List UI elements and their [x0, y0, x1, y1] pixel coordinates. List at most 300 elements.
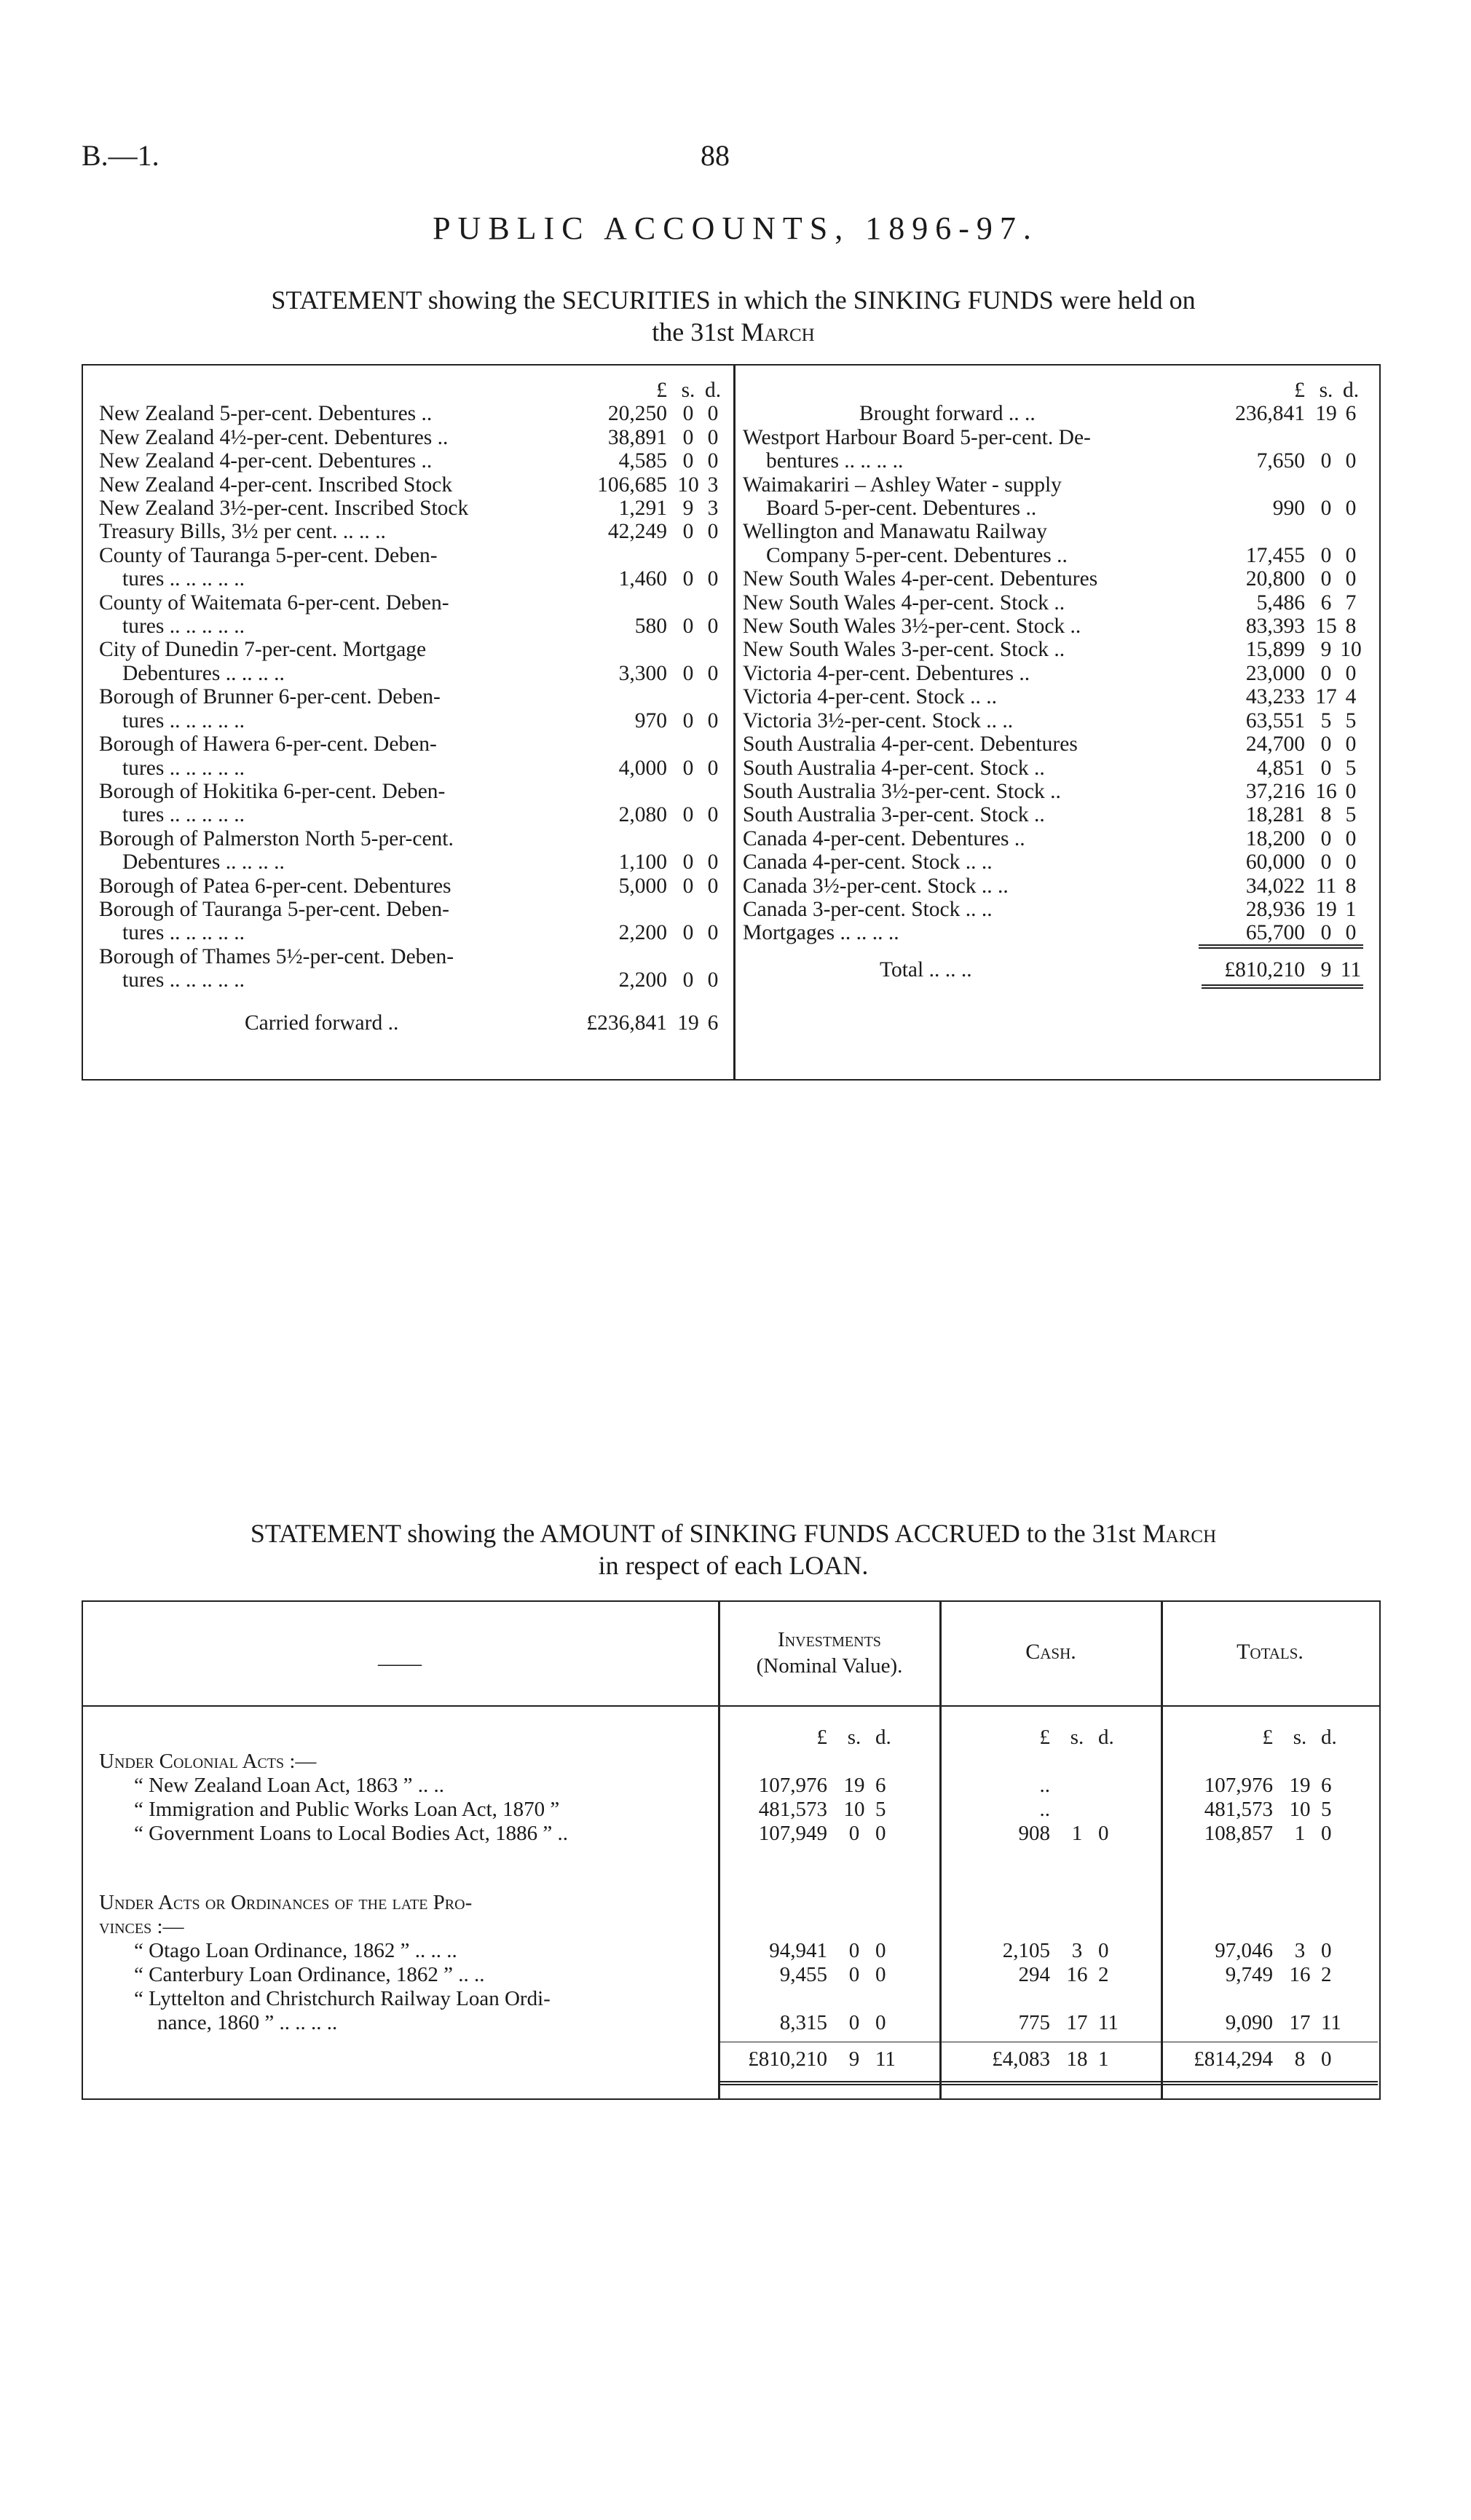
- security-row: [743, 638, 1363, 661]
- security-label: tures .. .. .. .. ..: [122, 921, 245, 945]
- security-pence: 4: [1345, 685, 1357, 709]
- units-row: [99, 1726, 1378, 1750]
- loan-cash-shillings: 16: [1066, 1963, 1088, 1986]
- security-pence: 10: [1340, 638, 1362, 662]
- security-pounds: [575, 898, 676, 921]
- loan-row: [99, 1822, 1378, 1846]
- loan-inv-shillings: 19: [843, 1774, 865, 1797]
- loan-tot-pounds: 108,857: [1204, 1822, 1273, 1845]
- security-row: [99, 544, 725, 567]
- security-label: Company 5-per-cent. Debentures ..: [766, 543, 1068, 567]
- security-label: New Zealand 5-per-cent. Debentures ..: [99, 402, 433, 426]
- security-label: New South Wales 3½-per-cent. Stock ..: [743, 615, 1081, 639]
- security-label: Borough of Tauranga 5-per-cent. Deben-: [99, 897, 449, 921]
- loan-label: “ Otago Loan Ordinance, 1862 ” .. .. ..: [134, 1939, 457, 1962]
- loan-inv-shillings: 0: [848, 1822, 860, 1845]
- security-pence: [701, 827, 725, 850]
- security-pence: 0: [1345, 826, 1357, 850]
- statement1-heading-line1: STATEMENT showing the SECURITIES in which the SINKING FUNDS were held on: [271, 285, 1196, 315]
- security-pence: 0: [1345, 850, 1357, 874]
- loan-cash-pounds: 2,105: [1002, 1939, 1050, 1962]
- security-shillings: 0: [682, 708, 694, 732]
- loan-inv-pounds: 94,941: [769, 1939, 827, 1962]
- security-pounds: 4,000: [618, 756, 667, 780]
- security-label: Victoria 4-per-cent. Stock .. ..: [743, 685, 998, 709]
- total-cash-pounds: £4,083: [992, 2047, 1050, 2071]
- header-rule: [82, 1705, 1381, 1707]
- security-pence: 0: [1345, 543, 1357, 567]
- shillings-head: s.: [681, 379, 695, 402]
- loan-label: “ Immigration and Public Works Loan Act, 1870 ”: [134, 1798, 560, 1821]
- security-shillings: [676, 732, 701, 756]
- loan-label: “ Government Loans to Local Bodies Act, 1886 ” ..: [134, 1822, 568, 1845]
- security-pence: [1338, 426, 1363, 449]
- total-investments-pounds: £810,210: [748, 2047, 827, 2071]
- security-label: Borough of Thames 5½-per-cent. Deben-: [99, 944, 454, 968]
- loan-label: “ New Zealand Loan Act, 1863 ” .. ..: [134, 1774, 444, 1797]
- security-shillings: 0: [1320, 850, 1332, 874]
- security-pence: [1338, 520, 1363, 543]
- security-pence: 0: [707, 874, 719, 898]
- security-pounds: 20,250: [607, 402, 667, 426]
- total-investments-shillings: 9: [848, 2047, 860, 2071]
- accrued-totals: [99, 2047, 1378, 2071]
- security-shillings: [676, 945, 701, 968]
- units-row: [743, 379, 1363, 402]
- security-row: [99, 449, 725, 473]
- security-row: [743, 732, 1363, 756]
- security-row: [743, 898, 1363, 921]
- security-pence: 0: [707, 803, 719, 827]
- security-pence: 0: [1345, 921, 1357, 945]
- security-pence: 5: [1345, 708, 1357, 732]
- security-pounds: 5,000: [618, 874, 667, 898]
- loan-row: [99, 1963, 1378, 1987]
- loan-tot-pounds: 107,976: [1204, 1774, 1273, 1797]
- column-divider: [733, 364, 736, 1081]
- security-pence: 5: [1345, 803, 1357, 827]
- security-shillings: [676, 780, 701, 803]
- loan-label: nance, 1860 ” .. .. .. ..: [157, 2011, 338, 2034]
- tot-pence-head: d.: [1321, 1726, 1337, 1749]
- loan-label: “ Lyttelton and Christchurch Railway Loan Ordi-: [134, 1987, 551, 2010]
- security-shillings: 11: [1315, 874, 1337, 898]
- security-pounds: [1210, 473, 1314, 497]
- total-shillings: 9: [1320, 957, 1332, 981]
- totals-head: Totals.: [1237, 1640, 1304, 1664]
- security-shillings: 0: [1320, 543, 1332, 567]
- security-row: [99, 945, 725, 968]
- security-label: New South Wales 4-per-cent. Stock ..: [743, 590, 1065, 615]
- security-pounds: 20,800: [1245, 567, 1305, 591]
- total-label: Total .. .. ..: [880, 957, 972, 981]
- loan-inv-shillings: 0: [848, 1939, 860, 1962]
- loan-cash-pounds: 294: [1018, 1963, 1050, 1986]
- loan-tot-shillings: 1: [1294, 1822, 1306, 1845]
- inv-pounds-head: £: [816, 1726, 827, 1749]
- loan-row-continued: [99, 1987, 1378, 2011]
- security-pounds: 65,700: [1245, 921, 1305, 945]
- security-pounds: 2,200: [618, 921, 667, 945]
- security-pence: 1: [1345, 897, 1357, 921]
- security-shillings: 8: [1320, 803, 1332, 827]
- security-pounds: 990: [1272, 497, 1305, 521]
- security-row: [99, 898, 725, 921]
- security-pounds: 7,650: [1256, 449, 1305, 473]
- security-pounds: 3,300: [618, 661, 667, 685]
- security-shillings: 9: [682, 497, 694, 521]
- security-pounds: 5,486: [1256, 590, 1305, 615]
- loan-tot-pounds: 481,573: [1204, 1798, 1273, 1821]
- security-row: [99, 685, 725, 708]
- security-pounds: 106,685: [597, 473, 667, 497]
- securities-right-table: [743, 379, 1363, 945]
- security-label: South Australia 4-per-cent. Debentures: [743, 732, 1078, 757]
- carried-forward-shillings: 19: [677, 1011, 699, 1035]
- security-pence: 0: [707, 968, 719, 992]
- security-row: [99, 615, 725, 638]
- cash-pence-head: d.: [1098, 1726, 1114, 1749]
- security-pence: 0: [707, 661, 719, 685]
- security-row: [99, 473, 725, 497]
- spacer-cell: [99, 1846, 1378, 1891]
- loan-tot-pounds: 9,749: [1225, 1963, 1273, 1986]
- security-pence: [701, 780, 725, 803]
- security-pence: [701, 544, 725, 567]
- security-pounds: [575, 591, 676, 615]
- security-label: Borough of Palmerston North 5-per-cent.: [99, 826, 454, 850]
- pounds-head: £: [656, 379, 667, 402]
- loan-inv-pounds: 8,315: [779, 2011, 827, 2034]
- security-row: [743, 709, 1363, 732]
- loan-cash-shillings: [1059, 1774, 1095, 1798]
- security-shillings: 0: [682, 425, 694, 449]
- security-label: City of Dunedin 7-per-cent. Mortgage: [99, 638, 427, 662]
- security-shillings: 0: [682, 567, 694, 591]
- inv-pence-head: d.: [875, 1726, 891, 1749]
- security-label: Debentures .. .. .. ..: [122, 850, 285, 874]
- security-pounds: 236,841: [1235, 402, 1305, 426]
- security-row: [743, 757, 1363, 780]
- security-label: New South Wales 3-per-cent. Stock ..: [743, 638, 1065, 662]
- security-pence: 0: [1345, 449, 1357, 473]
- security-label: bentures .. .. .. ..: [766, 449, 904, 473]
- tot-shillings-head: s.: [1293, 1726, 1307, 1749]
- loan-tot-pence: 11: [1321, 2011, 1341, 2034]
- loan-inv-pence: 6: [875, 1774, 886, 1797]
- security-shillings: 19: [1315, 402, 1337, 426]
- security-label: Victoria 4-per-cent. Debentures ..: [743, 661, 1030, 685]
- statement2-heading: [82, 1517, 1385, 1581]
- loan-cash-pounds: 775: [1018, 2011, 1050, 2034]
- security-label: Mortgages .. .. .. ..: [743, 921, 899, 945]
- loan-cash-shillings: 17: [1066, 2011, 1088, 2034]
- spacer-row: [99, 1846, 1378, 1891]
- security-pence: 6: [1345, 402, 1357, 426]
- loan-row: [99, 1774, 1378, 1798]
- security-shillings: 0: [682, 921, 694, 945]
- security-pence: [701, 898, 725, 921]
- statement1-heading: [82, 284, 1385, 348]
- loan-inv-shillings: 0: [848, 1963, 860, 1986]
- security-label: South Australia 4-per-cent. Stock ..: [743, 756, 1045, 780]
- loan-tot-shillings: 17: [1289, 2011, 1311, 2034]
- security-shillings: 0: [682, 968, 694, 992]
- units-row: [99, 379, 725, 402]
- loan-cash-pence: 0: [1098, 1939, 1109, 1962]
- loan-cash-pounds: 908: [1018, 1822, 1050, 1845]
- security-pounds: 23,000: [1245, 661, 1305, 685]
- loan-cash-pence: [1095, 1798, 1155, 1822]
- security-label: Canada 4-per-cent. Stock .. ..: [743, 850, 993, 874]
- group-colonial-acts-text: Under Colonial Acts :—: [99, 1750, 317, 1773]
- security-shillings: 0: [682, 803, 694, 827]
- security-shillings: 0: [1320, 567, 1332, 591]
- security-pence: 0: [707, 615, 719, 639]
- securities-left-table: [99, 379, 725, 992]
- security-label: Wellington and Manawatu Railway: [743, 520, 1047, 544]
- security-row: [99, 520, 725, 543]
- grand-total-pence: 0: [1321, 2047, 1332, 2071]
- carried-forward-pounds: £236,841: [586, 1011, 667, 1035]
- security-shillings: 5: [1320, 708, 1332, 732]
- security-shillings: 0: [1320, 826, 1332, 850]
- security-pence: 8: [1345, 615, 1357, 639]
- security-shillings: [676, 685, 701, 708]
- security-pounds: [575, 945, 676, 968]
- security-label: New South Wales 4-per-cent. Debentures: [743, 567, 1098, 591]
- security-label: New Zealand 4½-per-cent. Debentures ..: [99, 425, 449, 449]
- loan-tot-shillings: 16: [1289, 1963, 1311, 1986]
- security-row: [743, 685, 1363, 708]
- loan-cash-shillings: [1059, 1798, 1095, 1822]
- security-row: [743, 544, 1363, 567]
- loan-tot-pence: 5: [1321, 1798, 1332, 1821]
- group-colonial-acts: [99, 1750, 1378, 1774]
- security-row: [99, 567, 725, 590]
- security-label: Treasury Bills, 3½ per cent. .. .. ..: [99, 520, 386, 544]
- loan-cash-pence: 0: [1098, 1822, 1109, 1845]
- carried-forward-row: [99, 1011, 725, 1035]
- security-pence: 7: [1345, 590, 1357, 615]
- security-row: [743, 449, 1363, 473]
- loan-tot-pounds: 9,090: [1225, 2011, 1273, 2034]
- description-head: ——: [378, 1651, 422, 1675]
- loan-tot-shillings: 3: [1294, 1939, 1306, 1962]
- security-row: [99, 827, 725, 850]
- security-shillings: 0: [1320, 661, 1332, 685]
- security-pounds: 1,100: [618, 850, 667, 874]
- security-pounds: 2,080: [618, 803, 667, 827]
- loan-inv-pence: 0: [875, 2011, 886, 2034]
- security-shillings: 19: [1315, 897, 1337, 921]
- security-label: tures .. .. .. .. ..: [122, 803, 245, 827]
- group-provincial-acts-cont: [99, 1915, 1378, 1939]
- security-shillings: [1314, 473, 1338, 497]
- security-row: [743, 921, 1363, 944]
- security-row: [743, 827, 1363, 850]
- totals-rule-bottom: [718, 2081, 1378, 2085]
- security-shillings: [1314, 426, 1338, 449]
- total-pence: 11: [1340, 957, 1362, 981]
- total-pounds: £810,210: [1224, 957, 1305, 981]
- loan-inv-pounds: 9,455: [779, 1963, 827, 1986]
- security-shillings: 10: [677, 473, 699, 497]
- security-pounds: [575, 780, 676, 803]
- security-pence: 0: [1345, 732, 1357, 757]
- loan-inv-pence: 0: [875, 1822, 886, 1845]
- cash-shillings-head: s.: [1070, 1726, 1084, 1749]
- loan-cash-shillings: 3: [1071, 1939, 1083, 1962]
- security-pence: 0: [707, 402, 719, 426]
- security-pence: 3: [707, 473, 719, 497]
- security-row: [99, 874, 725, 898]
- shillings-head: s.: [1319, 379, 1333, 402]
- security-label: Debentures .. .. .. ..: [122, 661, 285, 685]
- security-label: County of Tauranga 5-per-cent. Deben-: [99, 543, 438, 567]
- total-cash-shillings: 18: [1066, 2047, 1088, 2071]
- security-row: [743, 591, 1363, 615]
- security-shillings: [676, 898, 701, 921]
- security-row: [743, 520, 1363, 543]
- security-row: [743, 780, 1363, 803]
- security-pounds: [575, 544, 676, 567]
- securities-total-row: [743, 958, 1363, 981]
- security-shillings: 17: [1315, 685, 1337, 709]
- security-row: [99, 921, 725, 944]
- security-shillings: 0: [1320, 497, 1332, 521]
- investments-head-line1: Investments: [778, 1628, 881, 1651]
- loan-inv-pence: 0: [875, 1963, 886, 1986]
- security-pence: 0: [1345, 661, 1357, 685]
- security-shillings: [676, 591, 701, 615]
- security-pounds: 580: [634, 615, 667, 639]
- security-pounds: 28,936: [1245, 897, 1305, 921]
- security-label: New Zealand 4-per-cent. Inscribed Stock: [99, 473, 453, 497]
- security-shillings: 0: [682, 874, 694, 898]
- security-shillings: 6: [1320, 590, 1332, 615]
- security-label: tures .. .. .. .. ..: [122, 567, 245, 591]
- security-pounds: 15,899: [1245, 638, 1305, 662]
- security-shillings: 0: [682, 615, 694, 639]
- security-pounds: 63,551: [1245, 708, 1305, 732]
- security-pounds: 4,851: [1256, 756, 1305, 780]
- security-pence: 0: [707, 708, 719, 732]
- loan-cash-pence: 2: [1098, 1963, 1109, 1986]
- security-pence: [701, 685, 725, 708]
- security-row: [743, 567, 1363, 590]
- security-pence: [701, 732, 725, 756]
- security-label: Borough of Brunner 6-per-cent. Deben-: [99, 685, 441, 709]
- page-number: 88: [701, 139, 730, 172]
- loan-row: [99, 1939, 1378, 1963]
- investments-head-line2: (Nominal Value).: [756, 1654, 903, 1678]
- security-shillings: 0: [1320, 756, 1332, 780]
- loan-tot-shillings: 10: [1289, 1798, 1311, 1821]
- pence-head: d.: [1342, 379, 1360, 402]
- security-row: [99, 757, 725, 780]
- security-pounds: 42,249: [607, 520, 667, 544]
- accrued-table: [99, 1726, 1378, 2035]
- security-pence: 0: [707, 850, 719, 874]
- security-pounds: [575, 732, 676, 756]
- security-label: South Australia 3½-per-cent. Stock ..: [743, 779, 1061, 803]
- security-label: Westport Harbour Board 5-per-cent. De-: [743, 425, 1091, 449]
- security-pence: 0: [1345, 779, 1357, 803]
- security-row: [743, 850, 1363, 874]
- security-pounds: 83,393: [1245, 615, 1305, 639]
- security-pounds: 38,891: [607, 425, 667, 449]
- security-pounds: 1,460: [618, 567, 667, 591]
- security-pence: 0: [707, 449, 719, 473]
- security-label: Canada 4-per-cent. Debentures ..: [743, 826, 1025, 850]
- grand-total-pounds: £814,294: [1194, 2047, 1273, 2071]
- security-pence: 0: [707, 520, 719, 544]
- security-pounds: 37,216: [1245, 779, 1305, 803]
- statement1-heading-line2: the 31st March: [652, 317, 815, 347]
- security-label: Brought forward .. ..: [859, 402, 1036, 426]
- investments-head: [719, 1627, 939, 1679]
- security-label: Borough of Patea 6-per-cent. Debentures: [99, 874, 451, 898]
- security-shillings: 16: [1315, 779, 1337, 803]
- security-pence: 3: [707, 497, 719, 521]
- loan-inv-pence: 0: [875, 1939, 886, 1962]
- security-label: County of Waitemata 6-per-cent. Deben-: [99, 590, 449, 615]
- security-row: [743, 473, 1363, 497]
- security-label: Victoria 3½-per-cent. Stock .. ..: [743, 708, 1014, 732]
- loan-cash-pence: [1095, 1774, 1155, 1798]
- security-shillings: 0: [682, 661, 694, 685]
- security-row: [99, 709, 725, 732]
- security-pence: 5: [1345, 756, 1357, 780]
- carried-forward-label: Carried forward ..: [245, 1011, 399, 1035]
- document-reference: B.—1.: [82, 139, 159, 172]
- security-row: [99, 638, 725, 661]
- security-pounds: [1210, 520, 1314, 543]
- security-pence: 8: [1345, 874, 1357, 898]
- pence-head: d.: [704, 379, 722, 402]
- security-pounds: 17,455: [1245, 543, 1305, 567]
- group-provincial-acts-text: Under Acts or Ordinances of the late Pro-: [99, 1891, 473, 1914]
- loan-row: [99, 1798, 1378, 1822]
- security-pounds: 2,200: [618, 968, 667, 992]
- security-row: [99, 591, 725, 615]
- security-shillings: [676, 544, 701, 567]
- security-pounds: 43,233: [1245, 685, 1305, 709]
- total-rule-bottom: [1202, 984, 1363, 989]
- security-shillings: 0: [1320, 921, 1332, 945]
- total-investments-pence: 11: [875, 2047, 896, 2071]
- security-pence: 0: [1345, 497, 1357, 521]
- security-label: New Zealand 3½-per-cent. Inscribed Stock: [99, 497, 469, 521]
- security-row: [99, 780, 725, 803]
- security-label: Borough of Hawera 6-per-cent. Deben-: [99, 732, 437, 757]
- accrued-body: [99, 1726, 1378, 2035]
- security-label: New Zealand 4-per-cent. Debentures ..: [99, 449, 433, 473]
- security-shillings: [676, 827, 701, 850]
- security-pounds: 4,585: [618, 449, 667, 473]
- loan-cash-pence: 11: [1098, 2011, 1119, 2034]
- loan-inv-shillings: 0: [848, 2011, 860, 2034]
- security-shillings: 15: [1315, 615, 1337, 639]
- statement2-heading-line2: in respect of each LOAN.: [598, 1551, 869, 1580]
- grand-total-shillings: 8: [1294, 2047, 1306, 2071]
- loan-inv-pounds: 107,976: [758, 1774, 827, 1797]
- loan-label: “ Canterbury Loan Ordinance, 1862 ” .. ..: [134, 1963, 485, 1986]
- loan-cash-pounds: ..: [1039, 1798, 1050, 1821]
- loan-inv-pounds: 481,573: [758, 1798, 827, 1821]
- loan-tot-shillings: 19: [1289, 1774, 1311, 1797]
